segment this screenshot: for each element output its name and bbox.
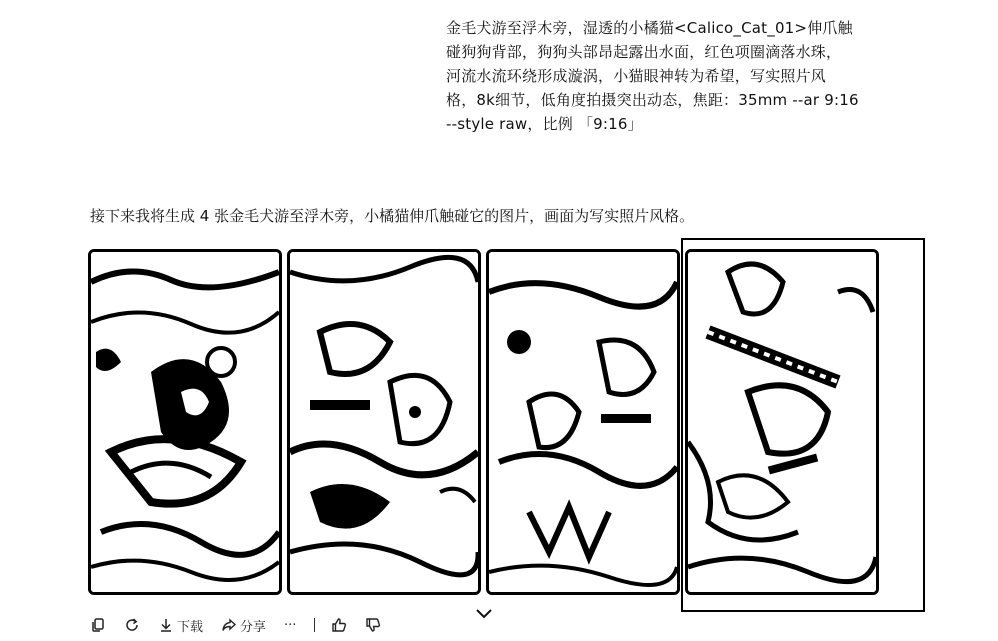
- image-2-artwork: [290, 252, 478, 592]
- image-1-artwork: [91, 252, 279, 592]
- more-icon: ···: [284, 617, 297, 633]
- toolbar-divider: [314, 618, 315, 632]
- user-prompt-line: 碰狗狗背部，狗狗头部昂起露出水面，红色项圈滴落水珠，: [446, 43, 842, 61]
- assistant-message: 接下来我将生成 4 张金毛犬游至浮木旁，小橘猫伸爪触碰它的图片，画面为写实照片风格。: [90, 207, 695, 225]
- download-button[interactable]: [158, 616, 203, 635]
- more-button[interactable]: [284, 618, 296, 633]
- image-gallery: [88, 249, 882, 597]
- refresh-icon: [124, 617, 140, 633]
- regenerate-button[interactable]: [124, 617, 140, 633]
- user-prompt-line: 金毛犬游至浮木旁，湿透的小橘猫<Calico_Cat_01>伸爪触: [446, 19, 853, 37]
- share-button[interactable]: [221, 616, 266, 635]
- dislike-button[interactable]: [365, 617, 381, 633]
- share-icon: [221, 617, 237, 633]
- download-label: 下载: [177, 619, 204, 635]
- download-icon: [158, 617, 174, 633]
- user-prompt-line: --style raw，比例 「9:16」: [446, 115, 643, 133]
- user-prompt-message: [446, 16, 866, 136]
- image-4-artwork: [688, 252, 876, 592]
- share-label: 分享: [240, 619, 267, 635]
- copy-button[interactable]: [90, 617, 106, 633]
- thumbs-down-icon: [365, 617, 381, 633]
- thumbs-up-icon: [331, 617, 347, 633]
- user-prompt-line: 格，8k细节，低角度拍摄突出动态，焦距：35mm --ar 9:16: [446, 91, 859, 109]
- image-3-artwork: [489, 252, 677, 592]
- copy-icon: [90, 617, 106, 633]
- message-actions-toolbar: [90, 614, 399, 636]
- chevron-down-icon[interactable]: [474, 606, 494, 622]
- generated-image-4[interactable]: [685, 249, 879, 595]
- generated-image-1[interactable]: [88, 249, 282, 595]
- generated-image-3[interactable]: [486, 249, 680, 595]
- user-prompt-line: 河流水流环绕形成漩涡，小猫眼神转为希望，写实照片风: [446, 67, 827, 85]
- like-button[interactable]: [331, 617, 347, 633]
- generated-image-2[interactable]: [287, 249, 481, 595]
